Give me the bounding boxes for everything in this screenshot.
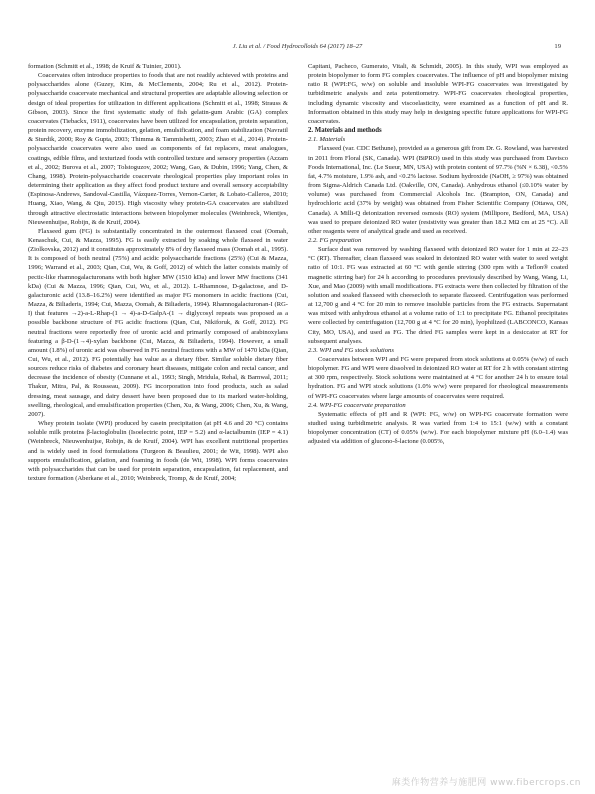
paragraph: Coacervates often introduce properties to foods that are not readily achieved with proteins and polysaccharides alone (Guzey, Kim, & McClements, 2004; Ru et al., 2012). Protein-polysaccharide coacervate mechanical and structural properties are adaptable allowing selection or design of ideal properties for utilization in different applications (Schmitt et al., 1998; Strauss & Gibson, 2003). Since the first systematic study of fish gelatin-gum Arabic (GA) complex coacervates (Tiebackx, 1911), coacervates have been utilized for encapsulation, protein separation, protein recovery, enzyme immobilization, gelation, emulsification, and foam stabilization (Navratil & Sturdik, 2000; Roy & Gupta, 2003; Thimma & Tammishetti, 2003; Zhao et al., 2014). Protein-polysaccharide coacervates were also used as components of fat replacers, meat analogues, coatings, edible films, and texturized foods with controlled texture and sensory properties (Azzam et al., 2002; Burova et al., 2007; Tolstoguzov, 2002; Wang, Gao, & Dubin, 1996; Yang, Chen, & Chang, 1998). Protein-polysaccharide coacervate rheological properties play important roles in determining their application as they affect food product texture and overall sensory acceptability (Espinosa-Andrews, Sandoval-Castilla, Vázquez-Torres, Vernon-Carter, & Lobato-Calleros, 2010; Huang, Xiao, Wang, & Qiu, 2015). High viscosity whey protein-GA coacervates are stabilized through attractive electrostatic interactions between biopolymer molecules (Weinbreck, Wientjes, Nieuwenhuijse, Robijn, & de Kruif, 2004). — [28, 72, 288, 226]
section-heading: 2. Materials and methods — [308, 127, 382, 135]
paragraph: Surface dust was removed by washing flaxseed with deionized RO water for 1 min at 22–23 °C (RT). Thereafter, clean flaxseed was soaked in deionized RO water with water to seed weight ratio of 10:1. FG was extracted at 60 °C with gentle stirring (300 rpm with a Teflon® coated magnetic stirring bar) for 24 h according to procedures previously described by Wang, Wang, Li, Xue, and Mao (2009) with small modifications. FG extracts were then collected by filtration of the solution and soaked flaxseed with cheesecloth to separate flaxseed. Centrifugation was performed at 12,700 g and 4 °C for 20 min to remove insoluble particles from the FG extracts. Supernatant was mixed with anhydrous ethanol at a volume ratio of 1:1 to precipitate FG. Ethanol precipitates were collected by centrifugation (12,700 g at 4 °C for 20 min), lyophilized (LABCONCO, Kansas City, MO, USA), and used as FG. The dried FG samples were kept in a desiccator at RT for subsequent analyses. — [308, 246, 568, 345]
subsection-heading: 2.3. WPI and FG stock solutions — [308, 346, 394, 354]
page-header — [28, 43, 567, 55]
paragraph: Coacervates between WPI and FG were prepared from stock solutions at 0.05% (w/w) of each biopolymer. FG and WPI were dissolved in deionized RO water at RT for 2 h with constant stirring at 300 rpm, respectively. Stock solutions were maintained at 4 °C for another 24 h to ensure total hydration. FG and WPI stock solutions (1.0% w/w) were prepared for rheological measurements of WPI-FG coacervates where large amounts of coacervates were required. — [308, 356, 568, 400]
paragraph: Flaxseed (var. CDC Bethune), provided as a generous gift from Dr. G. Rowland, was harvested in 2011 from Floral (SK, Canada). WPI (BiPRO) used in this study was purchased from Davisco Foods International, Inc. (Le Sueur, MN, USA) with protein content of 97.7% (%N × 6.38), <0.5% fat, 4.7% moisture, 1.9% ash, and <0.2% lactose. Sodium hydroxide (NaOH, ≥ 97%) was obtained from Sigma-Aldrich Canada Ltd. (Oakville, ON, Canada). Anhydrous ethanol (≤0.10% water by volume) was purchased from Commercial Alcohols Inc. (Brampton, ON, Canada) and hydrochloric acid (37% by weight) was obtained from Fisher Scientific Company (Ottawa, ON, Canada). A Milli-Q deionization reversed osmosis (RO) system (Millipore, Bedford, MA, USA) was used to prepare deionized RO water (resistivity was greater than 18.2 MΩ cm at 25 °C). All other reagents were of analytical grade and used as received. — [308, 145, 568, 235]
subsection-heading: 2.1. Materials — [308, 136, 346, 144]
paragraph: Whey protein isolate (WPI) produced by casein precipitation (at pH 4.6 and 20 °C) contains soluble milk proteins β-lactoglobulin (Isoelectric point, IEP = 5.2) and α-lactalbumin (IEP = 4.1) (Weinbreck, Nieuwenhuijse, Robijn, & de Kruif, 2004). WPI has excellent nutritional properties and is widely used in food formulations (Turgeon & Beaulieu, 2001; de Wit, 1998). WPI also supports emulsification, gelation, and foaming in foods (de Wit, 1998). WPI forms coacervates with polysaccharides that can be used for protein separation, encapsulation, fat replacement, and texture formation (Aberkane et al., 2010; Weinbreck, Tromp, & de Kruif, 2004; — [28, 420, 288, 483]
paragraph: Capitani, Pacheco, Gumerato, Vitali, & Schmidt, 2005). In this study, WPI was employed as protein biopolymer to form FG complex coacervates. The influence of pH and biopolymer mixing ratio R (WPI:FG, w/w) on soluble and insoluble WPI-FG coacervates was investigated by turbidimetric analysis and zeta potentiometry. WPI-FG coacervates rheological properties, including dynamic viscosity and viscoelasticity, were examined as a function of pH and R. Information obtained in this study may help in designing specific future applications for WPI-FG coacervates. — [308, 63, 568, 125]
paragraph: formation (Schmitt et al., 1998; de Kruif & Tuinier, 2001). — [28, 63, 182, 70]
subsection-heading: 2.2. FG preparation — [308, 236, 362, 244]
journal-reference: J. Liu et al. / Food Hydrocolloids 64 (2017) 18–27 — [232, 43, 363, 50]
right-column — [308, 62, 568, 447]
subsection-heading: 2.4. WPI-FG coacervate preparation — [308, 401, 406, 409]
page-number: 19 — [554, 43, 561, 50]
left-column — [28, 62, 288, 483]
paragraph: Systematic effects of pH and R (WPI: FG, w/w) on WPI-FG coacervate formation were studied using turbidimetric analysis. R was varied from 1:4 to 15:1 (w/w) with a constant biopolymer concentration (CT) of 0.05% (w/w). For each biopolymer mixture pH (6.0–1.4) was adjusted via addition of glucono-δ-lactone (0.005%, — [308, 410, 568, 446]
paragraph: Flaxseed gum (FG) is substantially concentrated in the outermost flaxseed coat (Oomah, Kenaschuk, Cui, & Mazza, 1995). FG is easily extracted by soaking whole flaxseed in water (Ziolkovska, 2012) and it constitutes approximately 8% of dry flaxseed mass (Oomah et al., 1995). It is composed of both neutral (75%) and acidic polysaccharide fractions (25%) (Cui & Mazza, 1996; Warrand et al., 2003; Qian, Cui, Wu, & Goff, 2012) of which the latter consists mainly of pectic-like rhamnogalacturonans with both higher MW (1510 kDa) and lower MW fractions (341 kDa) (Cui & Mazza, 1996; Qian, Cui, Wu, et al., 2012). L-Rhamnose, D-galactose, and D-galacturonic acid (13.8–16.2%) were identified as major FG monomers in acidic fractions (Cui, Mazza, & Biliaderis, 1994; Cui, Mazza, Oomah, & Biliaderis, 1994). Rhamnogalacturonan-I (RG-I) that features →2)-a-L-Rhap-(1 → 4)-a-D-GalpA-(1 → diglycosyl repeats was proposed as a possible backbone structure of FG acidic fractions (Qian, Cui, Nikiforuk, & Goff, 2012). FG neutral fractions were reportedly free of uronic acid and primarily composed of arabinoxylans featuring a β-D-(1→4)-xylan backbone (Cui, Mazza, & Biliaderis, 1994). However, a small amount (1.8%) of uronic acid was observed in FG neutral fractions with a MW of 1470 kDa (Qian, Cui, Wu, et al., 2012). FG potentially has value as a dietary fiber. Similar soluble dietary fiber sources reduce risks of diabetes and coronary heart diseases, mitigate colon and rectal cancer, and decrease the incidence of obesity (Cunnane et al., 1993; Singh, Mridula, Rehal, & Barnwal, 2011; Thakur, Mitra, Pal, & Rousseau, 2009). FG incorporation into food products, such as salad dressing, meat sausage, and dairy dessert have been proposed due to its marked water-holding, swelling, rheological, and emulsification properties (Chen, Xu, & Wang, 2006; Chen, Xu, & Wang, 2007). — [28, 227, 288, 418]
watermark: 麻类作物营养与施肥网 www.fibercrops.cn — [391, 778, 581, 788]
